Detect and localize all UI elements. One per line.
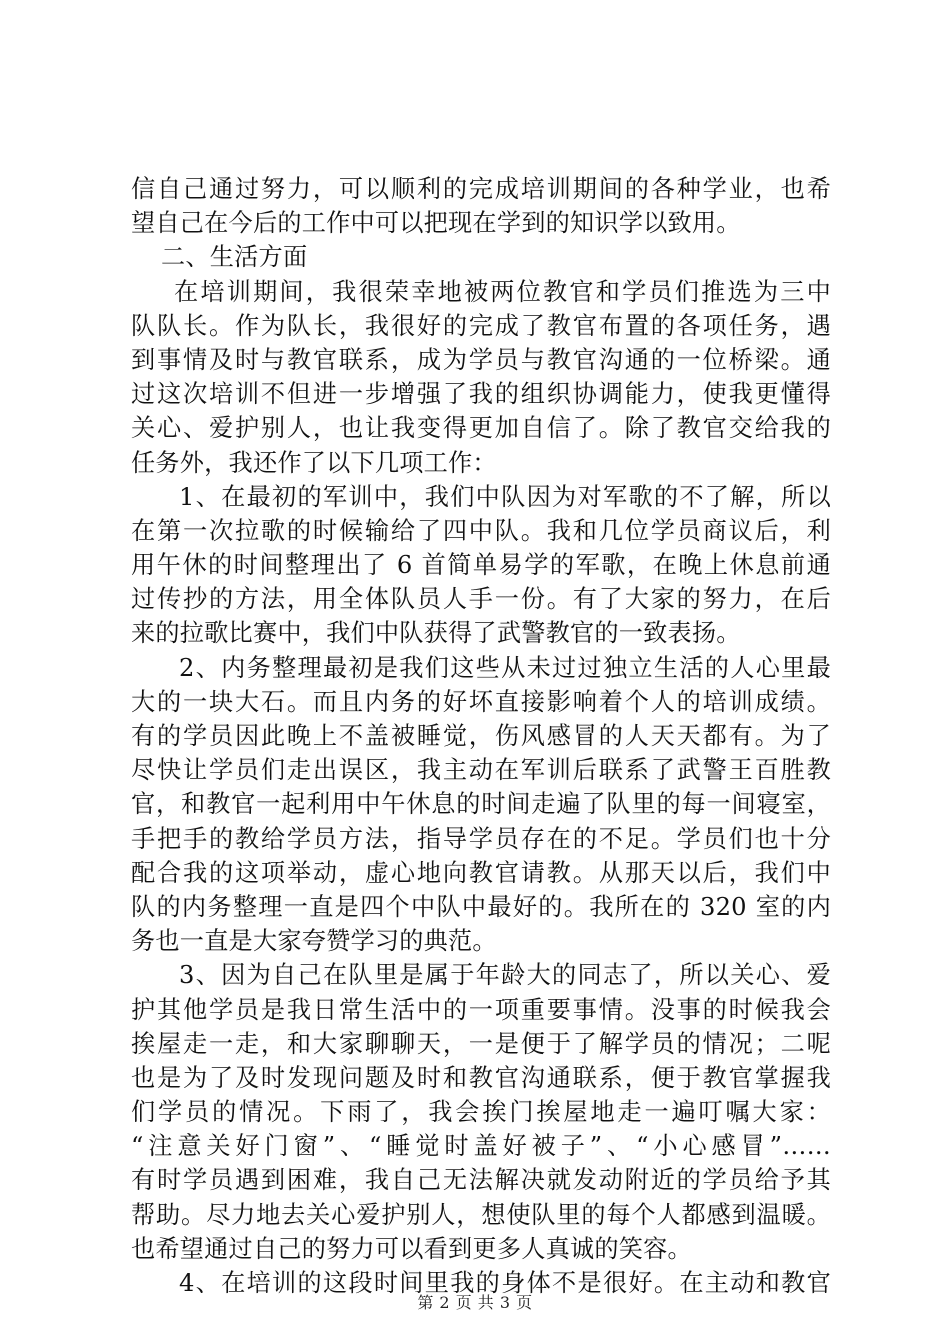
text-line: 过这次培训不但进一步增强了我的组织协调能力，使我更懂得: [131, 380, 831, 409]
text-line: 在第一次拉歌的时候输给了四中队。我和几位学员商议后，利: [131, 516, 831, 545]
text-line: 过传抄的方法，用全体队员人手一份。有了大家的努力，在后: [131, 585, 831, 614]
text-line: 护其他学员是我日常生活中的一项重要事情。没事的时候我会: [131, 995, 831, 1024]
text-line: 关心、爱护别人，也让我变得更加自信了。除了教官交给我的: [131, 414, 831, 443]
page-number-footer: 第 2 页 共 3 页: [417, 1293, 533, 1312]
text-line: 也希望通过自己的努力可以看到更多人真诚的笑容。: [131, 1234, 692, 1263]
text-line: 队队长。作为队长，我很好的完成了教官布置的各项任务，遇: [131, 311, 831, 340]
text-line: 有的学员因此晚上不盖被睡觉，伤风感冒的人天天都有。为了: [131, 722, 831, 750]
text-line: 大的一块大石。而且内务的好坏直接影响着个人的培训成绩。: [131, 687, 831, 716]
document-body: [131, 172, 831, 1300]
text-line: 3、因为自己在队里是属于年龄大的同志了，所以关心、爱: [179, 961, 831, 990]
text-line: 在培训期间，我很荣幸地被两位教官和学员们推选为三中: [174, 277, 831, 306]
text-line: 务也一直是大家夸赞学习的典范。: [131, 927, 497, 956]
text-line: 4、在培训的这段时间里我的身体不是很好。在主动和教官: [179, 1269, 831, 1297]
text-line: 有时学员遇到困难，我自己无法解决就发动附近的学员给予其: [131, 1166, 831, 1195]
text-line: 2、内务整理最初是我们这些从未过过独立生活的人心里最: [179, 653, 831, 682]
text-line: 手把手的教给学员方法，指导学员存在的不足。学员们也十分: [131, 824, 831, 853]
text-line: 们学员的情况。下雨了，我会挨门挨屋地走一遍叮嘱大家：: [131, 1098, 831, 1127]
text-line: 尽快让学员们走出误区，我主动在军训后联系了武警王百胜教: [131, 756, 831, 785]
text-line: 帮助。尽力地去关心爱护别人，想使队里的每个人都感到温暖。: [131, 1200, 831, 1229]
text-line: 望自己在今后的工作中可以把现在学到的知识学以致用。: [131, 209, 741, 238]
text-line: 挨屋走一走，和大家聊聊天，一是便于了解学员的情况；二呢: [131, 1029, 831, 1058]
section-heading: 二、生活方面: [161, 243, 308, 272]
text-line: 1、在最初的军训中，我们中队因为对军歌的不了解，所以: [179, 482, 831, 511]
text-line: 队的内务整理一直是四个中队中最好的。我所在的 320 室的内: [131, 892, 831, 921]
text-line: 信自己通过努力，可以顺利的完成培训期间的各种学业，也希: [131, 175, 831, 203]
text-line: 官，和教官一起利用中午休息的时间走遍了队里的每一间寝室，: [131, 790, 831, 819]
text-line: 任务外，我还作了以下几项工作：: [131, 448, 497, 477]
text-line: 来的拉歌比赛中，我们中队获得了武警教官的一致表扬。: [131, 619, 741, 648]
text-line: 配合我的这项举动，虚心地向教官请教。从那天以后，我们中: [131, 858, 831, 887]
text-line: 用午休的时间整理出了 6 首简单易学的军歌，在晚上休息前通: [131, 551, 831, 580]
text-line: 到事情及时与教官联系，成为学员与教官沟通的一位桥梁。通: [131, 345, 831, 374]
text-line: “注意关好门窗”、“睡觉时盖好被子”、“小心感冒”……: [131, 1132, 831, 1161]
text-line: 也是为了及时发现问题及时和教官沟通联系，便于教官掌握我: [131, 1063, 831, 1092]
